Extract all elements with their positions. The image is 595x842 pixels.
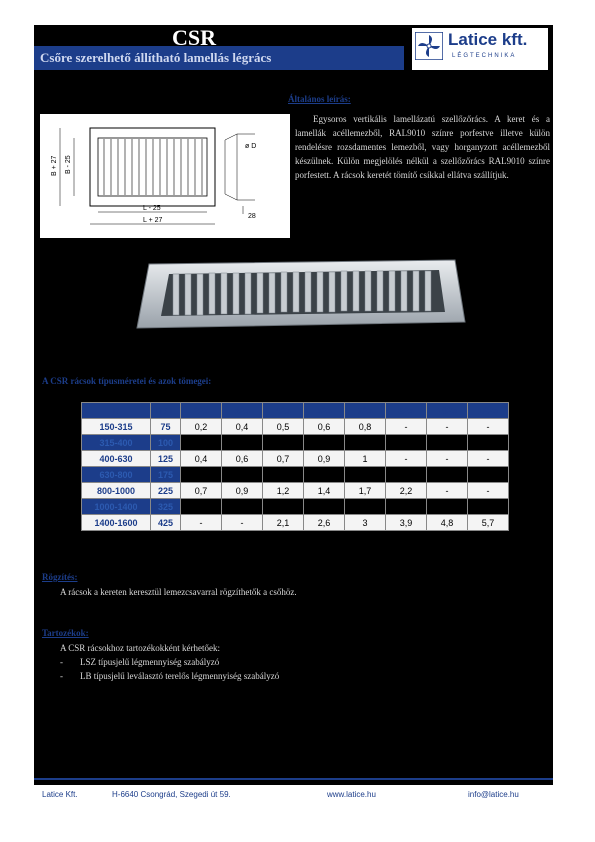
accessory-lsz: LSZ típusjelű légmennyiség szabályzó (80, 657, 220, 667)
column-header: 1025 (427, 403, 468, 419)
weight-cell: 0,5 (263, 419, 304, 435)
weight-cell: 2,1 (263, 515, 304, 531)
product-photo (135, 258, 467, 330)
weight-cell: 0,6 (222, 451, 263, 467)
weight-cell: 0,6 (304, 419, 345, 435)
weight-cell (304, 467, 345, 483)
weight-cell (468, 467, 509, 483)
footer-company: Latice Kft. (42, 790, 78, 799)
accessories-heading: Tartozékok: (42, 628, 89, 638)
weight-cell: 1,4 (304, 483, 345, 499)
weight-cell: 1 (345, 451, 386, 467)
weight-cell: - (386, 419, 427, 435)
fixing-text: A rácsok a kereten keresztül lemezcsavarral rögzíthetők a csőhöz. (60, 587, 297, 597)
accessory-lb: LB típusjelű leválasztó terelős légmennyiség szabályzó (80, 671, 280, 681)
weight-cell (304, 499, 345, 515)
weight-cell: 0,4 (181, 451, 222, 467)
table-row (82, 515, 509, 531)
dim-b-minus-25: B - 25 (65, 155, 72, 174)
weight-cell (263, 467, 304, 483)
column-header: B / L (151, 403, 181, 419)
height-cell: 175 (151, 467, 181, 483)
footer-email-link[interactable]: info@latice.hu (468, 790, 519, 799)
size-weight-table (81, 402, 509, 531)
weight-cell: 0,2 (181, 419, 222, 435)
weight-cell: 3 (345, 515, 386, 531)
column-header: 425 (263, 403, 304, 419)
column-header: 625 (345, 403, 386, 419)
weight-cell (222, 499, 263, 515)
weight-cell: - (222, 515, 263, 531)
table-row (82, 435, 509, 451)
weight-cell (386, 499, 427, 515)
accessories-list (60, 657, 279, 685)
weight-cell: - (427, 419, 468, 435)
weight-cell (222, 467, 263, 483)
general-description: Egysoros vertikális lamellázatú szellőzőrács. A keret és a lamellák acéllemezből, RAL9010 színre porfestve illetve külön rendelésre rozsdamentes lemezből, vagy horganyzott acéllemezből készülnek. Külön megjelölés nélkül a szellőzőrács RAL9010 színre porfestett. A rácsok keretét tömítő csíkkal ellátva szállítjuk. (295, 114, 550, 180)
dim-28: 28 (248, 213, 256, 220)
accessories-intro: A CSR rácsokhoz tartozékokként kérhetőek: (60, 643, 220, 653)
weight-cell (263, 499, 304, 515)
column-header: 225 (181, 403, 222, 419)
logo-tagline: LÉGTECHNIKA (452, 53, 517, 59)
weight-cell: 0,9 (222, 483, 263, 499)
table-row (82, 499, 509, 515)
weight-cell (181, 467, 222, 483)
weight-cell (386, 467, 427, 483)
column-header: 1225 (468, 403, 509, 419)
table-row (82, 419, 509, 435)
weight-cell: 3,9 (386, 515, 427, 531)
fan-icon (415, 32, 443, 60)
height-cell: 125 (151, 451, 181, 467)
weight-cell: - (468, 483, 509, 499)
footer-divider (34, 778, 553, 780)
weight-cell: 0,9 (304, 451, 345, 467)
diameter-cell: 630-800 (82, 467, 151, 483)
diameter-cell: 1000-1400 (82, 499, 151, 515)
weight-cell (468, 499, 509, 515)
weight-cell: - (427, 451, 468, 467)
weight-cell (386, 435, 427, 451)
height-cell: 425 (151, 515, 181, 531)
weight-cell: - (468, 419, 509, 435)
table-row (82, 467, 509, 483)
weight-cell: 2,2 (386, 483, 427, 499)
dim-diameter: ø D (245, 143, 257, 150)
weight-cell: 2,6 (304, 515, 345, 531)
column-header: 325 (222, 403, 263, 419)
height-cell: 325 (151, 499, 181, 515)
column-header: D (82, 403, 151, 419)
dim-l-plus-27: L + 27 (143, 217, 163, 224)
weight-cell: 0,7 (263, 451, 304, 467)
weight-cell: 1,2 (263, 483, 304, 499)
footer-web-link[interactable]: www.latice.hu (327, 790, 376, 799)
weight-cell (304, 435, 345, 451)
weight-cell: 1,7 (345, 483, 386, 499)
weight-cell: - (181, 515, 222, 531)
weight-cell (427, 467, 468, 483)
dim-b-plus-27: B + 27 (51, 155, 58, 176)
page-title: CSR (172, 25, 217, 50)
column-header: 825 (386, 403, 427, 419)
weight-cell: - (468, 451, 509, 467)
list-item: - LSZ típusjelű légmennyiség szabályzó (60, 657, 220, 667)
weight-cell (222, 435, 263, 451)
footer-address: H-6640 Csongrád, Szegedi út 59. (112, 790, 231, 799)
weight-cell: 5,7 (468, 515, 509, 531)
general-heading: Általános leírás: (288, 94, 351, 104)
weight-cell: 0,4 (222, 419, 263, 435)
page-subtitle: Csőre szerelhető állítható lamellás légrács (40, 50, 272, 65)
weight-cell: - (386, 451, 427, 467)
diameter-cell: 315-400 (82, 435, 151, 451)
fixing-heading: Rögzítés: (42, 572, 78, 582)
weight-cell: 4,8 (427, 515, 468, 531)
list-item: - LB típusjelű leválasztó terelős légmennyiség szabályzó (60, 671, 280, 681)
height-cell: 100 (151, 435, 181, 451)
weight-cell: 0,7 (181, 483, 222, 499)
weight-cell (427, 499, 468, 515)
technical-drawing (40, 114, 290, 238)
weight-cell (181, 435, 222, 451)
diameter-cell: 800-1000 (82, 483, 151, 499)
weight-cell (345, 435, 386, 451)
height-cell: 75 (151, 419, 181, 435)
table-row (82, 483, 509, 499)
weight-cell (181, 499, 222, 515)
weight-cell: - (427, 483, 468, 499)
weight-cell (427, 435, 468, 451)
diameter-cell: 1400-1600 (82, 515, 151, 531)
diameter-cell: 400-630 (82, 451, 151, 467)
company-logo (412, 28, 548, 70)
column-header: 525 (304, 403, 345, 419)
logo-name: Latice kft. (448, 30, 528, 49)
diameter-cell: 150-315 (82, 419, 151, 435)
weight-cell (345, 499, 386, 515)
weight-cell (345, 467, 386, 483)
weight-cell (263, 435, 304, 451)
height-cell: 225 (151, 483, 181, 499)
table-row (82, 451, 509, 467)
types-heading: A CSR rácsok típusméretei és azok tömegei: (42, 376, 212, 386)
table-header-row (82, 403, 509, 419)
weight-cell: 0,8 (345, 419, 386, 435)
dim-l-minus-25: L - 25 (143, 205, 161, 212)
weight-cell (468, 435, 509, 451)
